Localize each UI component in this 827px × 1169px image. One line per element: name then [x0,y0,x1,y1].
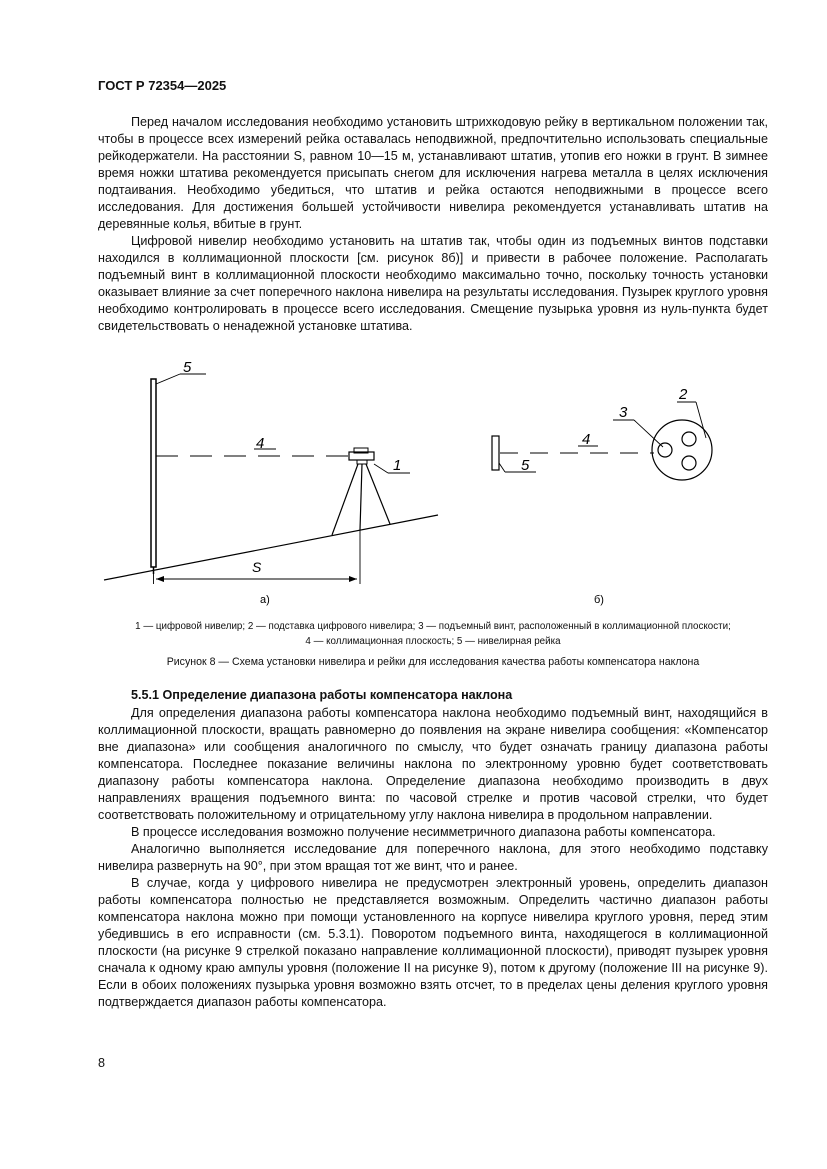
page-number: 8 [98,1056,106,1070]
legend-line: 4 — коллимационная плоскость; 5 — нивелирная рейка [305,636,561,647]
foot-screw [682,432,696,446]
leveling-staff-top-view [492,436,499,470]
paragraph: В процессе исследования возможно получение несимметричного диапазона работы компенсатора. [131,825,716,839]
subfigure-a-label: а) [260,594,270,606]
label-s: S [252,559,262,575]
foot-screw [682,456,696,470]
paragraph: Аналогично выполняется исследование для поперечного наклона, для этого необходимо подставку нивелира развернуть на 90°, при этом вращая тот же винт, что и ранее. [98,842,768,873]
label-5-b: 5 [521,457,530,474]
intro-text [98,114,768,335]
section-heading: 5.5.1 Определение диапазона работы компенсатора наклона [131,688,513,702]
paragraph: Для определения диапазона работы компенсатора наклона необходимо подъемный винт, находящийся в коллимационной плоскости, вращать равномерно до появления на экране нивелира сообщения: «Компенсатор вне диапазона» или сообщения аналогичного по смыслу, что будет означать границу диапазона работы компенсатора. Последнее показание величины наклона по электронному уровню будет соответствовать диапазону работы компенсатора наклона. Определение диапазона необходимо производить в двух направлениях вращения подъемного винта: по часовой стрелке и против часовой стрелки, что будет соответствовать положительному и отрицательному углу наклона нивелира в продольном направлении. [98,706,768,822]
label-1: 1 [393,457,402,474]
foot-screw-3 [658,443,672,457]
legend-line: 1 — цифровой нивелир; 2 — подставка цифрового нивелира; 3 — подъемный винт, расположенный в коллимационной плоскости; [135,621,731,632]
tripod-leg [332,464,358,535]
label-3: 3 [619,404,628,421]
section-text [98,705,768,1011]
figure-legend [88,619,778,649]
label-2: 2 [679,386,688,403]
leveling-staff [151,379,156,567]
level-base-circle [652,420,712,480]
label-4-a: 4 [256,435,265,452]
label-5-a: 5 [183,360,192,376]
figure-8-diagram [98,360,738,610]
tripod-leg [360,464,362,530]
paragraph: В случае, когда у цифрового нивелира не предусмотрен электронный уровень, определить диапазон работы компенсатора полностью не представляется возможным. Определить частично диапазон работы компенсатора наклона можно при помощи установленного на корпусе нивелира круглого уровня, перед этим убедившись в его исправности (см. 5.3.1). Поворотом подъемного винта, находящегося в коллимационной плоскости (на рисунке 9 стрелкой показано направление коллимационной плоскости), приводят пузырек уровня сначала к одному краю ампулы уровня (положение II на рисунке 9), потом к другому (положение III на рисунке 9). Если в обоих положениях пузырька уровня возможно взять отсчет, то в пределах цены деления круглого уровня подтверждается диапазон работы компенсатора. [98,876,768,1009]
label-4-b: 4 [582,431,591,448]
document-header: ГОСТ Р 72354—2025 [98,78,227,93]
subfigure-b-label: б) [594,594,604,606]
figure-caption: Рисунок 8 — Схема установки нивелира и рейки для исследования качества работы компенсатора наклона [166,656,700,668]
paragraph: Цифровой нивелир необходимо установить на штатив так, чтобы один из подъемных винтов подставки находился в коллимационной плоскости [см. рисунок 8б)] и привести в рабочее положение. Располагать подъемный винт в коллимационной плоскости необходимо максимально точно, поскольку точность установки оказывает влияние за счет поперечного наклона нивелира на результаты исследования. Пузырек круглого уровня необходимо контролировать в процессе всего исследования. Смещение пузырька уровня из нуль-пункта будет свидетельствовать о ненадежной установке штатива. [98,234,768,333]
tripod-leg [366,464,390,524]
paragraph: Перед началом исследования необходимо установить штрихкодовую рейку в вертикальном положении так, чтобы в процессе всех измерений рейка оставалась неподвижной, предпочтительно использовать специальные рейкодержатели. На расстоянии S, равном 10—15 м, устанавливают штатив, утопив его ножки в грунт. В зимнее время ножки штатива рекомендуется присыпать снегом для исключения нагрева металла в целях исключения подтаивания. Необходимо убедиться, что штатив и рейка остаются неподвижными в процессе всего исследования. Для достижения большей устойчивости нивелира рекомендуется устанавливать штатив на деревянные колья, вбитые в грунт. [98,115,768,231]
